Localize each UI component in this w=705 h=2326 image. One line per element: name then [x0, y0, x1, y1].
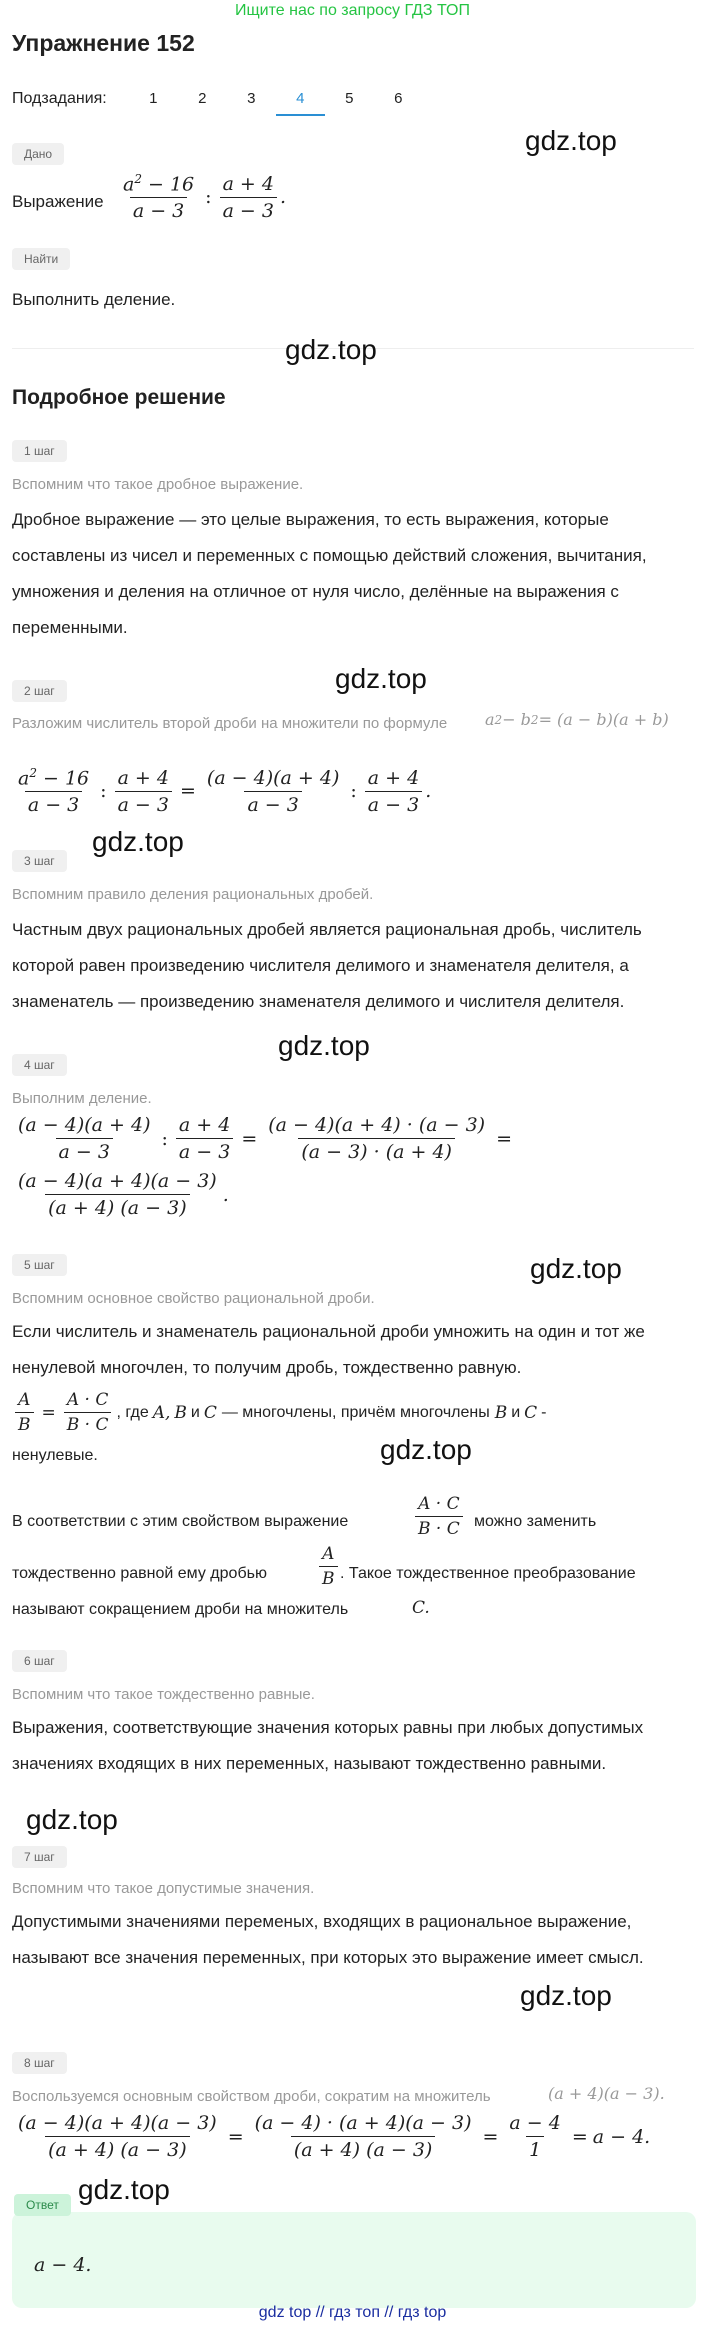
- step-4-note: Выполним деление.: [12, 1090, 152, 1107]
- step-5-line2-b: можно заменить: [474, 1513, 597, 1530]
- page-title: Упражнение 152: [12, 30, 195, 56]
- watermark: gdz.top: [278, 1030, 370, 1061]
- subtask-tabs: [12, 82, 423, 116]
- solution-title: Подробное решение: [12, 386, 226, 409]
- step-2-equation: $\frac{a^2 - 16}{a - 3}$ : $\frac{a + 4}{a - 3}$ = $\frac{(a - 4)(a + 4)}{a - 3}$ : $\frac{a + 4}{a - 3}$ .: [18, 766, 432, 817]
- watermark: gdz.top: [525, 125, 617, 156]
- step-2-formula: a 2 − b 2 = (a − b)(a + b): [485, 710, 669, 729]
- step-5-line4-a: называют сокращением дроби на множитель: [12, 1601, 349, 1618]
- find-pill: Найти: [12, 248, 70, 270]
- watermark: gdz.top: [520, 1980, 612, 2011]
- step-5-line3-b: . Такое тождественное преобразование: [340, 1565, 636, 1582]
- answer-box: [12, 2212, 696, 2308]
- step-6-note: Вспомним что такое тождественно равные.: [12, 1686, 315, 1703]
- step-5-nonzero: ненулевые.: [12, 1447, 98, 1464]
- property-text-c: — многочлены, причём многочлены: [221, 1403, 490, 1421]
- step-6-text: Выражения, соответствующие значения которых равны при любых допустимых значениях входящих в них переменных, называют тождественно равными.: [12, 1718, 644, 1773]
- step-5-note: Вспомним основное свойство рациональной дроби.: [12, 1290, 375, 1307]
- find-text: Выполнить деление.: [12, 290, 176, 309]
- step-5-property: $\frac{A}{B}$ = $\frac{A \cdot C}{B \cdot C}$ , где A, B и C — многочлены, причём многочлены B и C -: [12, 1390, 547, 1435]
- tab-5[interactable]: 5: [345, 90, 354, 107]
- property-text-e: -: [541, 1403, 547, 1421]
- property-text-d: и: [511, 1403, 521, 1421]
- step-5-line3-fraction: $\frac{A}{B}$: [316, 1544, 341, 1589]
- step-8-factor: (a + 4)(a − 3).: [548, 2084, 665, 2103]
- watermark: gdz.top: [78, 2174, 170, 2205]
- tab-4[interactable]: 4: [276, 82, 325, 116]
- step-3-pill: 3 шаг: [12, 850, 67, 872]
- watermark: gdz.top: [285, 334, 377, 365]
- watermark: gdz.top: [26, 1804, 118, 1835]
- top-banner: Ищите нас по запросу ГДЗ ТОП: [235, 2, 470, 19]
- step-1-text: Дробное выражение — это целые выражения, то есть выражения, которые составлены из чисел и переменных с помощью действий сложения, вычитания, умножения и деления на отличное от нуля число, делённые на выражения с переменными.: [12, 510, 647, 637]
- step-3-note: Вспомним правило деления рациональных дробей.: [12, 886, 374, 903]
- given-expression: $\frac{a^2 - 16}{a - 3}$ : $\frac{a + 4}{a - 3}$ .: [123, 172, 287, 223]
- tab-2[interactable]: 2: [198, 90, 207, 107]
- step-1-pill: 1 шаг: [12, 440, 67, 462]
- watermark: gdz.top: [335, 663, 427, 694]
- step-7-text: Допустимыми значениями переменых, входящих в рациональное выражение, называют все значения переменных, при которых это выражение имеет смысл.: [12, 1912, 644, 1967]
- watermark: gdz.top: [380, 1434, 472, 1465]
- tab-6[interactable]: 6: [394, 90, 403, 107]
- watermark: gdz.top: [530, 1253, 622, 1284]
- step-5-line2-fraction: $\frac{A \cdot C}{B \cdot C}$: [412, 1494, 466, 1539]
- answer-value: a − 4.: [34, 2254, 92, 2276]
- watermark: gdz.top: [92, 826, 184, 857]
- step-8-pill: 8 шаг: [12, 2052, 67, 2074]
- tab-3[interactable]: 3: [247, 90, 256, 107]
- step-7-note: Вспомним что такое допустимые значения.: [12, 1880, 315, 1897]
- property-text-a: , где: [116, 1403, 149, 1421]
- step-5-text: Если числитель и знаменатель рациональной дроби умножить на один и тот же ненулевой многочлен, то получим дробь, тождественно равную.: [12, 1322, 645, 1377]
- given-pill: Дано: [12, 143, 64, 165]
- given-text: Выражение: [12, 192, 104, 211]
- footer-links[interactable]: gdz top // гдз топ // гдз top: [258, 2304, 447, 2321]
- step-7-pill: 7 шаг: [12, 1846, 67, 1868]
- step-5-line4-var: C.: [412, 1598, 430, 1618]
- step-4-equation-line1: $\frac{(a - 4)(a + 4)}{a - 3}$ : $\frac{a + 4}{a - 3}$ = $\frac{(a - 4)(a + 4) \cdot (a - 3)}{(a - 3) \cdot (a + 4)}$ =: [18, 1114, 512, 1163]
- step-3-text: Частным двух рациональных дробей является рациональная дробь, числитель которой равен произведению числителя делимого и знаменателя делителя, а знаменатель — произведению знаменателя делимого и числителя делителя.: [12, 920, 642, 1011]
- step-1-note: Вспомним что такое дробное выражение.: [12, 476, 304, 493]
- tab-1[interactable]: 1: [149, 90, 158, 107]
- step-2-pill: 2 шаг: [12, 680, 67, 702]
- step-5-pill: 5 шаг: [12, 1254, 67, 1276]
- step-5-line2-a: В соответствии с этим свойством выражение: [12, 1513, 349, 1530]
- property-text-b: и: [190, 1403, 200, 1421]
- step-4-equation-line2: $\frac{(a - 4)(a + 4)(a - 3)}{(a + 4) (a - 3)}$ .: [18, 1170, 229, 1219]
- step-8-equation: $\frac{(a - 4)(a + 4)(a - 3)}{(a + 4) (a - 3)}$ = $\frac{(a - 4) \cdot (a + 4)(a - 3)}{(a + 4) (a - 3)}$ = $\frac{a - 4}{1}$ = a − 4.: [18, 2112, 651, 2161]
- step-2-note: Разложим числитель второй дроби на множители по формуле: [12, 715, 448, 732]
- subtasks-label: Подзадания:: [12, 90, 107, 107]
- step-4-pill: 4 шаг: [12, 1054, 67, 1076]
- step-6-pill: 6 шаг: [12, 1650, 67, 1672]
- step-5-line3-a: тождественно равной ему дробью: [12, 1565, 267, 1582]
- step-8-note: Воспользуемся основным свойством дроби, сократим на множитель: [12, 2088, 491, 2105]
- answer-pill: Ответ: [14, 2194, 71, 2216]
